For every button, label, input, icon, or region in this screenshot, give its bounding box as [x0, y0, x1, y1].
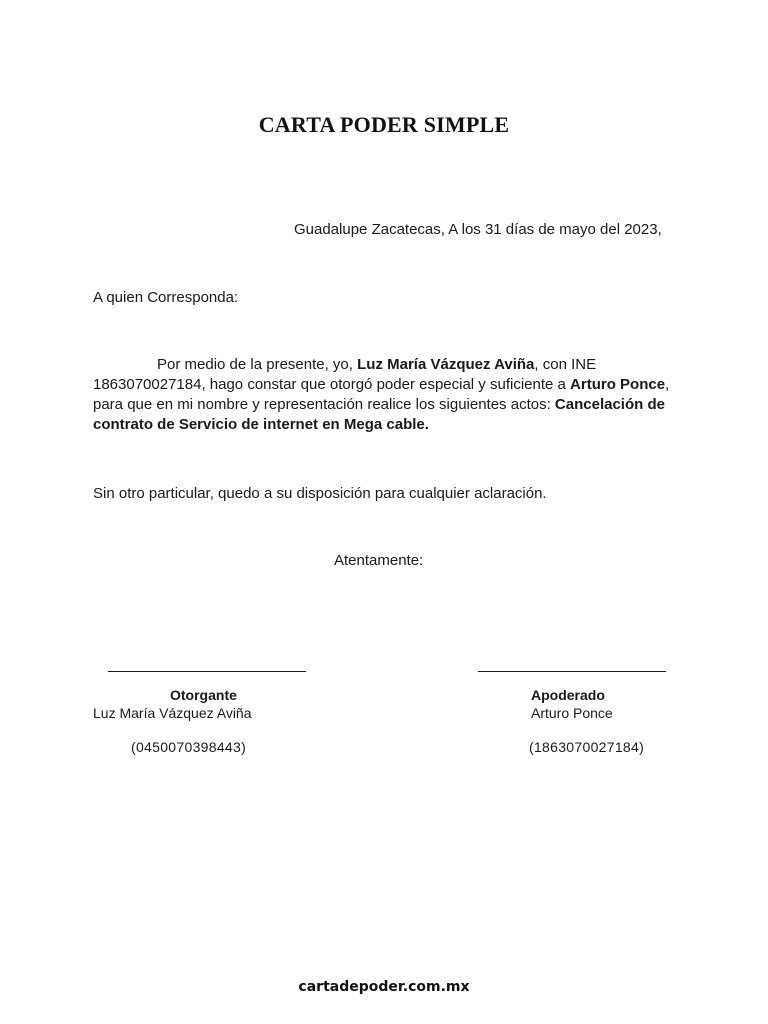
acts-description: Cancelación de contrato de Servicio de internet en Mega cable. — [93, 396, 665, 433]
grantor-signature-line — [108, 657, 306, 672]
grantor-id: (0450070398443) — [131, 739, 247, 755]
document-title: CARTA PODER SIMPLE — [258, 112, 510, 137]
attorney-signature-line — [478, 657, 666, 672]
grantor-name: Luz María Vázquez Aviña — [93, 705, 252, 721]
greeting: A quien Corresponda: — [93, 289, 239, 306]
grantor-role: Otorgante — [170, 687, 237, 703]
body-ine-text: , con INE 1863070027184, hago constar que otorgó poder especial y suficiente a — [93, 356, 597, 393]
body-intro: Por medio de la presente, yo, — [157, 356, 358, 373]
body-paragraph — [93, 355, 683, 435]
footer-brand-logo: cartadepoder.com.mx — [298, 979, 470, 995]
attorney-name-inline: Arturo Ponce — [570, 376, 666, 393]
grantor-name-inline: Luz María Vázquez Aviña — [357, 356, 535, 373]
attorney-role: Apoderado — [531, 687, 605, 703]
attorney-name: Arturo Ponce — [531, 705, 613, 721]
body-purpose-text: , para que en mi nombre y representación realice los siguientes actos: — [93, 376, 670, 413]
regards: Atentamente: — [334, 552, 424, 569]
closing-line: Sin otro particular, quedo a su disposición para cualquier aclaración. — [93, 485, 547, 502]
attorney-id: (1863070027184) — [529, 739, 645, 755]
place-and-date: Guadalupe Zacatecas, A los 31 días de mayo del 2023, — [294, 221, 662, 238]
